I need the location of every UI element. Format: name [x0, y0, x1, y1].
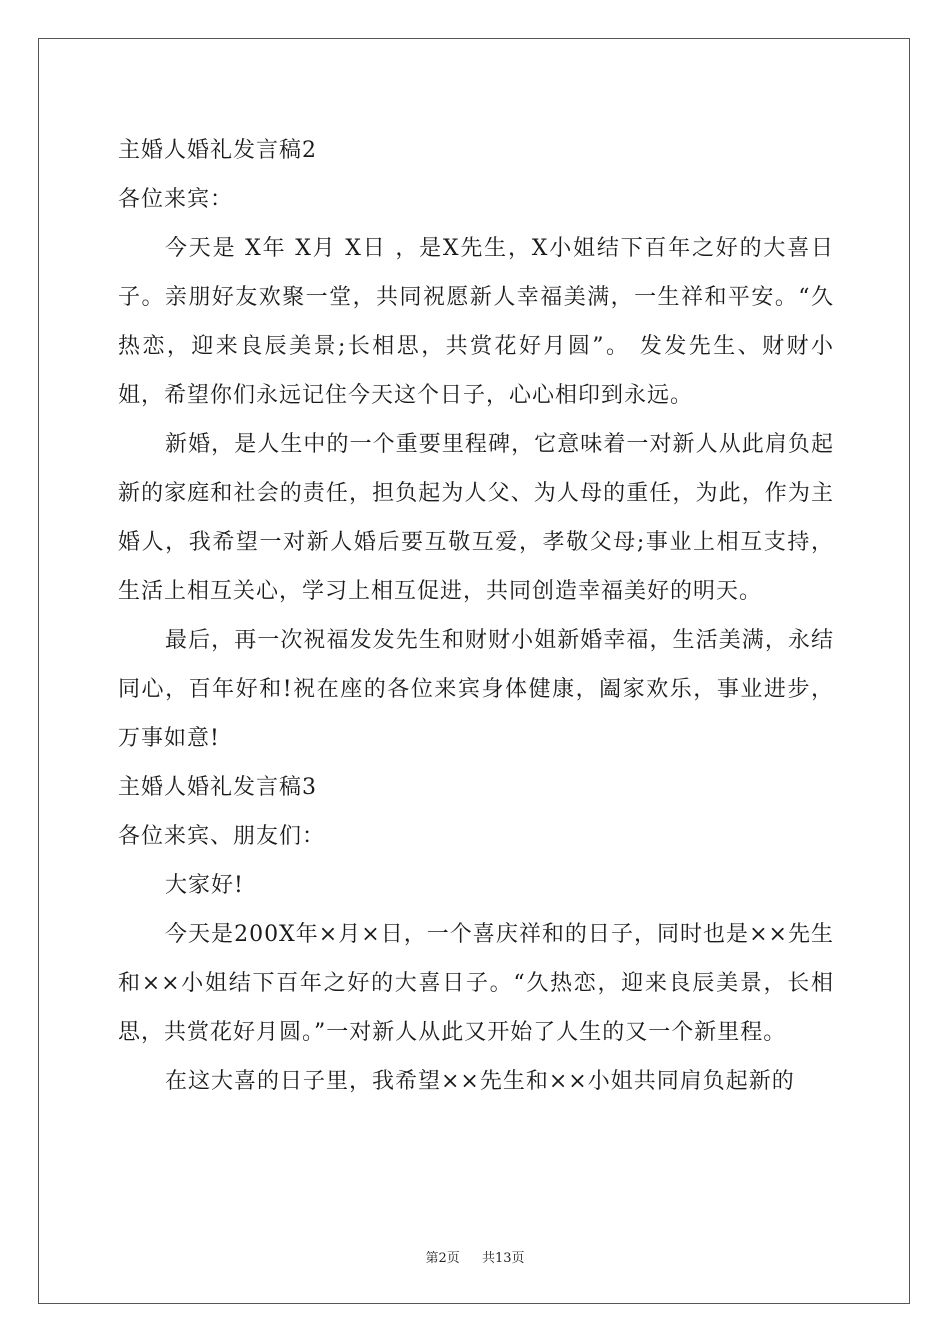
paragraph: 新婚，是人生中的一个重要里程碑，它意味着一对新人从此肩负起新的家庭和社会的责任，担负起为人父、为人母的重任，为此，作为主婚人，我希望一对新人婚后要互敬互爱，孝敬父母;事业上相互支持，生活上相互关心，学习上相互促进，共同创造幸福美好的明天。: [118, 432, 834, 604]
salutation: 各位来宾、朋友们：: [118, 824, 326, 849]
section-heading: 主婚人婚礼发言稿2: [118, 138, 317, 163]
section-heading: 主婚人婚礼发言稿3: [118, 775, 317, 800]
paragraph: 最后，再一次祝福发发先生和财财小姐新婚幸福，生活美满，永结同心，百年好和!祝在座的各位来宾身体健康，阖家欢乐，事业进步，万事如意!: [118, 628, 834, 751]
document-body: [118, 126, 834, 1106]
page-total: 共13页: [482, 1251, 525, 1266]
paragraph: 大家好!: [165, 873, 244, 898]
salutation: 各位来宾：: [118, 187, 234, 212]
page-footer: [0, 1247, 950, 1266]
page-number: 第2页: [425, 1251, 460, 1266]
paragraph: 今天是200X年×月×日，一个喜庆祥和的日子，同时也是××先生和××小姐结下百年之好的大喜日子。“久热恋，迎来良辰美景，长相思，共赏花好月圆。”一对新人从此又开始了人生的又一个新里程。: [118, 922, 834, 1045]
paragraph: 今天是 X年 X月 X日 ，是X先生，X小姐结下百年之好的大喜日子。亲朋好友欢聚一堂，共同祝愿新人幸福美满，一生祥和平安。“久热恋，迎来良辰美景;长相思，共赏花好月圆”。 发发先生、财财小姐，希望你们永远记住今天这个日子，心心相印到永远。: [118, 236, 834, 408]
paragraph: 在这大喜的日子里，我希望××先生和××小姐共同肩负起新的: [165, 1069, 795, 1094]
